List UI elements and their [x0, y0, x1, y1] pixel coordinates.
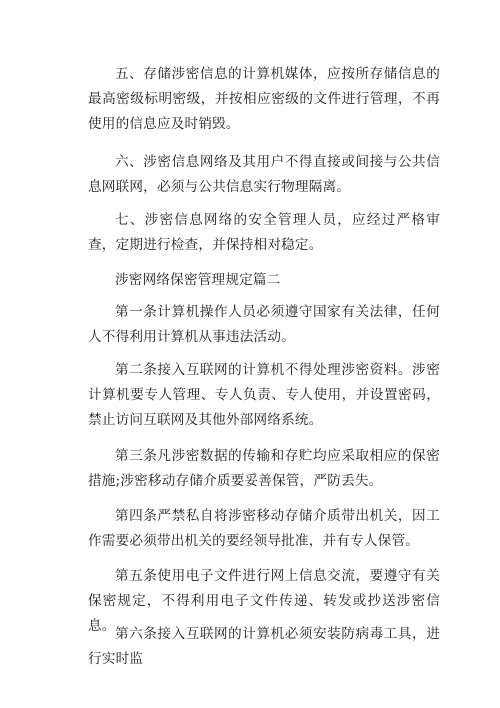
paragraph-6: 六、涉密信息网络及其用户不得直接或间接与公共信息网联网，必须与公共信息实行物理隔离。: [88, 154, 440, 195]
section-heading: 涉密网络保密管理规定篇二: [115, 272, 281, 288]
article-4: 第四条严禁私自将涉密移动存储介质带出机关，因工作需要必须带出机关的要经领导批准，并有专人保管。: [88, 508, 440, 549]
article-1: 第一条计算机操作人员必须遵守国家有关法律，任何人不得利用计算机从事违法活动。: [88, 304, 440, 345]
article-3: 第三条凡涉密数据的传输和存贮均应采取相应的保密措施;涉密移动存储介质要妥善保管，严防丢失。: [88, 448, 440, 489]
article-2: 第二条接入互联网的计算机不得处理涉密资料。涉密计算机要专人管理、专人负责、专人使用，并设置密码，禁止访问互联网及其他外部网络系统。: [88, 362, 440, 428]
paragraph-5: 五、存储涉密信息的计算机媒体，应按所存储信息的最高密级标明密级，并按相应密级的文件进行管理，不再使用的信息应及时销毁。: [88, 66, 440, 132]
article-5: 第五条使用电子文件进行网上信息交流，要遵守有关保密规定，不得利用电子文件传递、转发或抄送涉密信息。: [88, 568, 440, 634]
article-6: 第六条接入互联网的计算机必须安装防病毒工具，进行实时监: [88, 626, 440, 667]
paragraph-7: 七、涉密信息网络的安全管理人员，应经过严格审查，定期进行检查，并保持相对稳定。: [88, 212, 440, 253]
